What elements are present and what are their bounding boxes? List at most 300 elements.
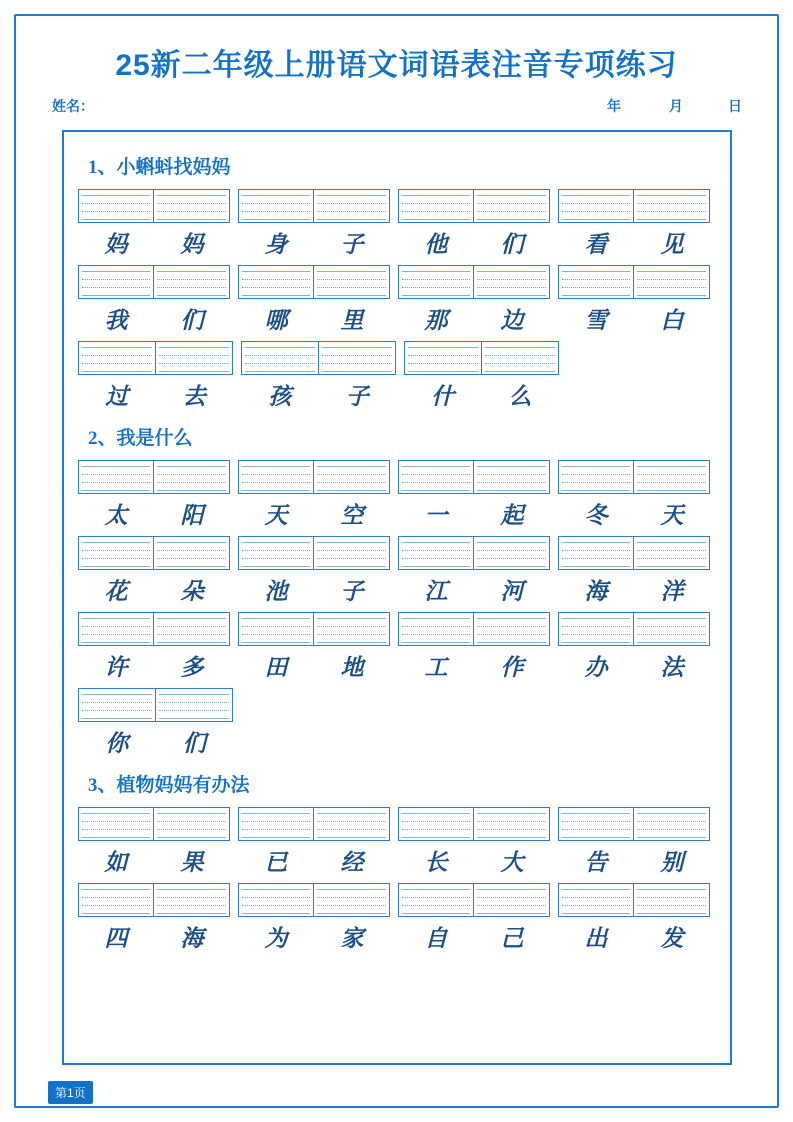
- character: 朵: [180, 579, 204, 604]
- word-characters: [238, 844, 390, 877]
- character: 洋: [660, 579, 684, 604]
- section-heading: 2、我是什么: [88, 428, 193, 449]
- character: 们: [500, 232, 524, 257]
- word-characters: [558, 573, 710, 606]
- word-characters: [78, 573, 230, 606]
- pinyin-cell[interactable]: [559, 537, 634, 569]
- pinyin-write-box[interactable]: [238, 460, 390, 494]
- pinyin-cell[interactable]: [634, 808, 709, 840]
- four-line-guide: [317, 195, 386, 219]
- four-line-guide: [562, 466, 630, 490]
- pinyin-cell[interactable]: [314, 884, 389, 916]
- pinyin-cell[interactable]: [239, 266, 314, 298]
- four-line-guide: [485, 347, 556, 371]
- word-characters: [78, 226, 230, 259]
- word-item: [558, 536, 710, 606]
- four-line-guide: [159, 347, 230, 371]
- word-characters: [238, 497, 390, 530]
- section-heading: 3、植物妈妈有办法: [88, 775, 250, 796]
- pinyin-cell[interactable]: [239, 808, 314, 840]
- word-characters: [78, 649, 230, 682]
- four-line-guide: [402, 195, 470, 219]
- word-characters: [78, 725, 233, 758]
- word-item: [398, 189, 550, 259]
- pinyin-cell[interactable]: [154, 190, 229, 222]
- word-item: [398, 612, 550, 682]
- character: 经: [340, 850, 364, 875]
- four-line-guide: [157, 195, 226, 219]
- character: 子: [345, 384, 369, 409]
- word-row: [78, 807, 718, 877]
- character: 别: [660, 850, 684, 875]
- four-line-guide: [562, 271, 630, 295]
- word-row: [78, 612, 718, 682]
- character: 子: [340, 579, 364, 604]
- word-item: [238, 460, 390, 530]
- word-item: [78, 265, 230, 335]
- pinyin-cell[interactable]: [474, 537, 549, 569]
- four-line-guide: [82, 813, 150, 837]
- four-line-guide: [242, 889, 310, 913]
- character: 太: [104, 503, 128, 528]
- word-characters: [558, 497, 710, 530]
- pinyin-cell[interactable]: [79, 537, 154, 569]
- name-date-row: [52, 96, 742, 116]
- word-item: [238, 612, 390, 682]
- word-item: [78, 189, 230, 259]
- character: 去: [182, 384, 206, 409]
- four-line-guide: [477, 271, 546, 295]
- word-row: [78, 688, 718, 758]
- four-line-guide: [637, 889, 706, 913]
- word-item: [398, 460, 550, 530]
- word-item: [238, 883, 390, 953]
- character: 已: [264, 850, 288, 875]
- word-item: [398, 536, 550, 606]
- word-characters: [404, 378, 559, 411]
- word-characters: [238, 226, 390, 259]
- word-item: [238, 265, 390, 335]
- pinyin-cell[interactable]: [156, 689, 233, 721]
- character: 起: [500, 503, 524, 528]
- four-line-guide: [245, 347, 315, 371]
- name-label: 姓名：: [52, 98, 94, 114]
- pinyin-write-box[interactable]: [398, 612, 550, 646]
- character: 四: [104, 926, 128, 951]
- pinyin-cell[interactable]: [79, 461, 154, 493]
- pinyin-cell[interactable]: [79, 808, 154, 840]
- pinyin-write-box[interactable]: [78, 883, 230, 917]
- character: 那: [424, 308, 448, 333]
- four-line-guide: [562, 813, 630, 837]
- pinyin-write-box[interactable]: [398, 807, 550, 841]
- word-characters: [238, 649, 390, 682]
- pinyin-write-box[interactable]: [398, 460, 550, 494]
- four-line-guide: [317, 813, 386, 837]
- word-characters: [398, 573, 550, 606]
- pinyin-cell[interactable]: [399, 884, 474, 916]
- pinyin-cell[interactable]: [239, 537, 314, 569]
- pinyin-cell[interactable]: [314, 190, 389, 222]
- word-item: [78, 883, 230, 953]
- pinyin-cell[interactable]: [474, 461, 549, 493]
- character: 们: [180, 308, 204, 333]
- four-line-guide: [157, 618, 226, 642]
- pinyin-cell[interactable]: [242, 342, 319, 374]
- word-characters: [398, 497, 550, 530]
- character: 看: [584, 232, 608, 257]
- page-number-badge: 第1页: [48, 1081, 93, 1104]
- word-characters: [238, 302, 390, 335]
- word-characters: [558, 302, 710, 335]
- word-item: [398, 807, 550, 877]
- pinyin-write-box[interactable]: [238, 536, 390, 570]
- word-characters: [398, 649, 550, 682]
- character: 阳: [180, 503, 204, 528]
- pinyin-write-box[interactable]: [558, 807, 710, 841]
- four-line-guide: [317, 271, 386, 295]
- four-line-guide: [477, 542, 546, 566]
- pinyin-write-box[interactable]: [404, 341, 559, 375]
- four-line-guide: [82, 542, 150, 566]
- pinyin-write-box[interactable]: [398, 883, 550, 917]
- four-line-guide: [477, 466, 546, 490]
- pinyin-cell[interactable]: [559, 884, 634, 916]
- character: 作: [500, 655, 524, 680]
- pinyin-cell[interactable]: [314, 537, 389, 569]
- pinyin-cell[interactable]: [156, 342, 233, 374]
- character: 他: [424, 232, 448, 257]
- four-line-guide: [82, 694, 152, 718]
- pinyin-write-box[interactable]: [398, 189, 550, 223]
- word-item: [78, 612, 230, 682]
- four-line-guide: [82, 466, 150, 490]
- pinyin-cell[interactable]: [239, 613, 314, 645]
- four-line-guide: [637, 271, 706, 295]
- character: 出: [584, 926, 608, 951]
- four-line-guide: [242, 271, 310, 295]
- pinyin-cell[interactable]: [79, 342, 156, 374]
- character: 河: [500, 579, 524, 604]
- pinyin-cell[interactable]: [79, 190, 154, 222]
- pinyin-cell[interactable]: [634, 266, 709, 298]
- pinyin-cell[interactable]: [79, 689, 156, 721]
- pinyin-write-box[interactable]: [78, 460, 230, 494]
- character: 田: [264, 655, 288, 680]
- four-line-guide: [157, 542, 226, 566]
- pinyin-write-box[interactable]: [558, 883, 710, 917]
- year-label: 年: [607, 98, 621, 114]
- four-line-guide: [242, 466, 310, 490]
- day-label: 日: [728, 98, 742, 114]
- word-item: [398, 883, 550, 953]
- four-line-guide: [159, 694, 230, 718]
- pinyin-cell[interactable]: [154, 266, 229, 298]
- pinyin-cell[interactable]: [559, 266, 634, 298]
- pinyin-write-box[interactable]: [238, 883, 390, 917]
- four-line-guide: [562, 889, 630, 913]
- pinyin-write-box[interactable]: [558, 612, 710, 646]
- character: 自: [424, 926, 448, 951]
- word-item: [78, 460, 230, 530]
- word-characters: [238, 920, 390, 953]
- pinyin-cell[interactable]: [314, 461, 389, 493]
- pinyin-write-box[interactable]: [78, 341, 233, 375]
- four-line-guide: [477, 618, 546, 642]
- exercise-section: [78, 152, 718, 411]
- character: 身: [264, 232, 288, 257]
- word-item: [558, 189, 710, 259]
- word-item: [78, 341, 233, 411]
- character: 么: [508, 384, 532, 409]
- four-line-guide: [82, 347, 152, 371]
- pinyin-write-box[interactable]: [78, 807, 230, 841]
- pinyin-write-box[interactable]: [398, 536, 550, 570]
- pinyin-cell[interactable]: [559, 808, 634, 840]
- pinyin-cell[interactable]: [399, 613, 474, 645]
- word-item: [78, 536, 230, 606]
- pinyin-write-box[interactable]: [238, 265, 390, 299]
- character: 妈: [104, 232, 128, 257]
- character: 空: [340, 503, 364, 528]
- pinyin-cell[interactable]: [474, 613, 549, 645]
- character: 果: [180, 850, 204, 875]
- word-characters: [398, 844, 550, 877]
- pinyin-cell[interactable]: [399, 266, 474, 298]
- four-line-guide: [637, 618, 706, 642]
- pinyin-cell[interactable]: [399, 190, 474, 222]
- four-line-guide: [157, 466, 226, 490]
- word-characters: [558, 844, 710, 877]
- four-line-guide: [562, 195, 630, 219]
- pinyin-cell[interactable]: [474, 884, 549, 916]
- character: 子: [340, 232, 364, 257]
- word-row: [78, 460, 718, 530]
- four-line-guide: [477, 813, 546, 837]
- four-line-guide: [242, 195, 310, 219]
- pinyin-cell[interactable]: [474, 266, 549, 298]
- four-line-guide: [477, 195, 546, 219]
- four-line-guide: [157, 813, 226, 837]
- word-item: [404, 341, 559, 411]
- character: 里: [340, 308, 364, 333]
- pinyin-cell[interactable]: [154, 537, 229, 569]
- word-characters: [558, 226, 710, 259]
- pinyin-cell[interactable]: [559, 613, 634, 645]
- pinyin-cell[interactable]: [634, 613, 709, 645]
- character: 法: [660, 655, 684, 680]
- pinyin-cell[interactable]: [154, 461, 229, 493]
- character: 许: [104, 655, 128, 680]
- pinyin-cell[interactable]: [79, 884, 154, 916]
- pinyin-cell[interactable]: [79, 266, 154, 298]
- word-row: [78, 265, 718, 335]
- exercise-section: [78, 770, 718, 953]
- word-item: [558, 265, 710, 335]
- pinyin-cell[interactable]: [559, 190, 634, 222]
- four-line-guide: [637, 542, 706, 566]
- four-line-guide: [82, 271, 150, 295]
- word-characters: [398, 302, 550, 335]
- pinyin-cell[interactable]: [154, 808, 229, 840]
- pinyin-cell[interactable]: [79, 613, 154, 645]
- character: 池: [264, 579, 288, 604]
- character: 妈: [180, 232, 204, 257]
- pinyin-cell[interactable]: [399, 537, 474, 569]
- pinyin-write-box[interactable]: [78, 265, 230, 299]
- pinyin-cell[interactable]: [239, 461, 314, 493]
- word-characters: [78, 378, 233, 411]
- character: 如: [104, 850, 128, 875]
- pinyin-write-box[interactable]: [241, 341, 396, 375]
- exercise-section: [78, 423, 718, 758]
- pinyin-cell[interactable]: [319, 342, 396, 374]
- section-heading: 1、小蝌蚪找妈妈: [88, 157, 231, 178]
- character: 我: [104, 308, 128, 333]
- character: 雪: [584, 308, 608, 333]
- pinyin-write-box[interactable]: [398, 265, 550, 299]
- pinyin-cell[interactable]: [239, 190, 314, 222]
- page-title: 25新二年级上册语文词语表注音专项练习: [115, 49, 678, 82]
- character: 江: [424, 579, 448, 604]
- four-line-guide: [402, 813, 470, 837]
- pinyin-cell[interactable]: [314, 808, 389, 840]
- four-line-guide: [242, 813, 310, 837]
- month-label: 月: [669, 98, 683, 114]
- word-item: [558, 612, 710, 682]
- four-line-guide: [317, 466, 386, 490]
- pinyin-write-box[interactable]: [78, 612, 230, 646]
- pinyin-write-box[interactable]: [238, 612, 390, 646]
- word-item: [398, 265, 550, 335]
- word-item: [558, 883, 710, 953]
- pinyin-cell[interactable]: [634, 461, 709, 493]
- exercise-content: [78, 140, 718, 959]
- character: 海: [584, 579, 608, 604]
- pinyin-cell[interactable]: [634, 537, 709, 569]
- pinyin-cell[interactable]: [239, 884, 314, 916]
- word-characters: [78, 497, 230, 530]
- pinyin-cell[interactable]: [154, 613, 229, 645]
- character: 花: [104, 579, 128, 604]
- pinyin-cell[interactable]: [474, 808, 549, 840]
- character: 海: [180, 926, 204, 951]
- character: 什: [431, 384, 455, 409]
- four-line-guide: [322, 347, 393, 371]
- pinyin-write-box[interactable]: [558, 265, 710, 299]
- character: 孩: [268, 384, 292, 409]
- character: 告: [584, 850, 608, 875]
- four-line-guide: [82, 618, 150, 642]
- pinyin-cell[interactable]: [399, 461, 474, 493]
- four-line-guide: [402, 466, 470, 490]
- character: 白: [660, 308, 684, 333]
- word-row: [78, 189, 718, 259]
- word-item: [78, 807, 230, 877]
- word-item: [558, 460, 710, 530]
- word-characters: [558, 649, 710, 682]
- pinyin-cell[interactable]: [482, 342, 559, 374]
- four-line-guide: [402, 542, 470, 566]
- word-characters: [558, 920, 710, 953]
- character: 己: [500, 926, 524, 951]
- character: 天: [660, 503, 684, 528]
- word-characters: [241, 378, 396, 411]
- four-line-guide: [402, 271, 470, 295]
- pinyin-cell[interactable]: [405, 342, 482, 374]
- word-row: [78, 883, 718, 953]
- pinyin-write-box[interactable]: [78, 189, 230, 223]
- four-line-guide: [157, 271, 226, 295]
- four-line-guide: [242, 618, 310, 642]
- pinyin-write-box[interactable]: [238, 807, 390, 841]
- pinyin-write-box[interactable]: [238, 189, 390, 223]
- pinyin-cell[interactable]: [474, 190, 549, 222]
- four-line-guide: [157, 889, 226, 913]
- character: 过: [105, 384, 129, 409]
- word-item: [238, 807, 390, 877]
- character: 冬: [584, 503, 608, 528]
- four-line-guide: [317, 542, 386, 566]
- character: 工: [424, 655, 448, 680]
- character: 一: [424, 503, 448, 528]
- word-item: [558, 807, 710, 877]
- character: 发: [660, 926, 684, 951]
- character: 家: [340, 926, 364, 951]
- word-item: [238, 536, 390, 606]
- four-line-guide: [562, 542, 630, 566]
- pinyin-write-box[interactable]: [78, 688, 233, 722]
- pinyin-cell[interactable]: [314, 266, 389, 298]
- four-line-guide: [82, 195, 150, 219]
- character: 长: [424, 850, 448, 875]
- word-characters: [398, 226, 550, 259]
- pinyin-write-box[interactable]: [78, 536, 230, 570]
- four-line-guide: [317, 889, 386, 913]
- four-line-guide: [408, 347, 478, 371]
- pinyin-cell[interactable]: [559, 461, 634, 493]
- pinyin-cell[interactable]: [154, 884, 229, 916]
- character: 见: [660, 232, 684, 257]
- four-line-guide: [402, 618, 470, 642]
- word-characters: [398, 920, 550, 953]
- character: 哪: [264, 308, 288, 333]
- character: 们: [182, 731, 206, 756]
- pinyin-cell[interactable]: [399, 808, 474, 840]
- pinyin-cell[interactable]: [314, 613, 389, 645]
- character: 你: [105, 731, 129, 756]
- word-characters: [78, 302, 230, 335]
- four-line-guide: [477, 889, 546, 913]
- pinyin-cell[interactable]: [634, 190, 709, 222]
- word-item: [241, 341, 396, 411]
- word-row: [78, 341, 718, 411]
- pinyin-write-box[interactable]: [558, 460, 710, 494]
- word-characters: [78, 920, 230, 953]
- word-characters: [238, 573, 390, 606]
- character: 天: [264, 503, 288, 528]
- character: 地: [340, 655, 364, 680]
- four-line-guide: [637, 466, 706, 490]
- four-line-guide: [242, 542, 310, 566]
- pinyin-cell[interactable]: [634, 884, 709, 916]
- word-item: [78, 688, 233, 758]
- pinyin-write-box[interactable]: [558, 189, 710, 223]
- four-line-guide: [637, 195, 706, 219]
- pinyin-write-box[interactable]: [558, 536, 710, 570]
- character: 多: [180, 655, 204, 680]
- word-row: [78, 536, 718, 606]
